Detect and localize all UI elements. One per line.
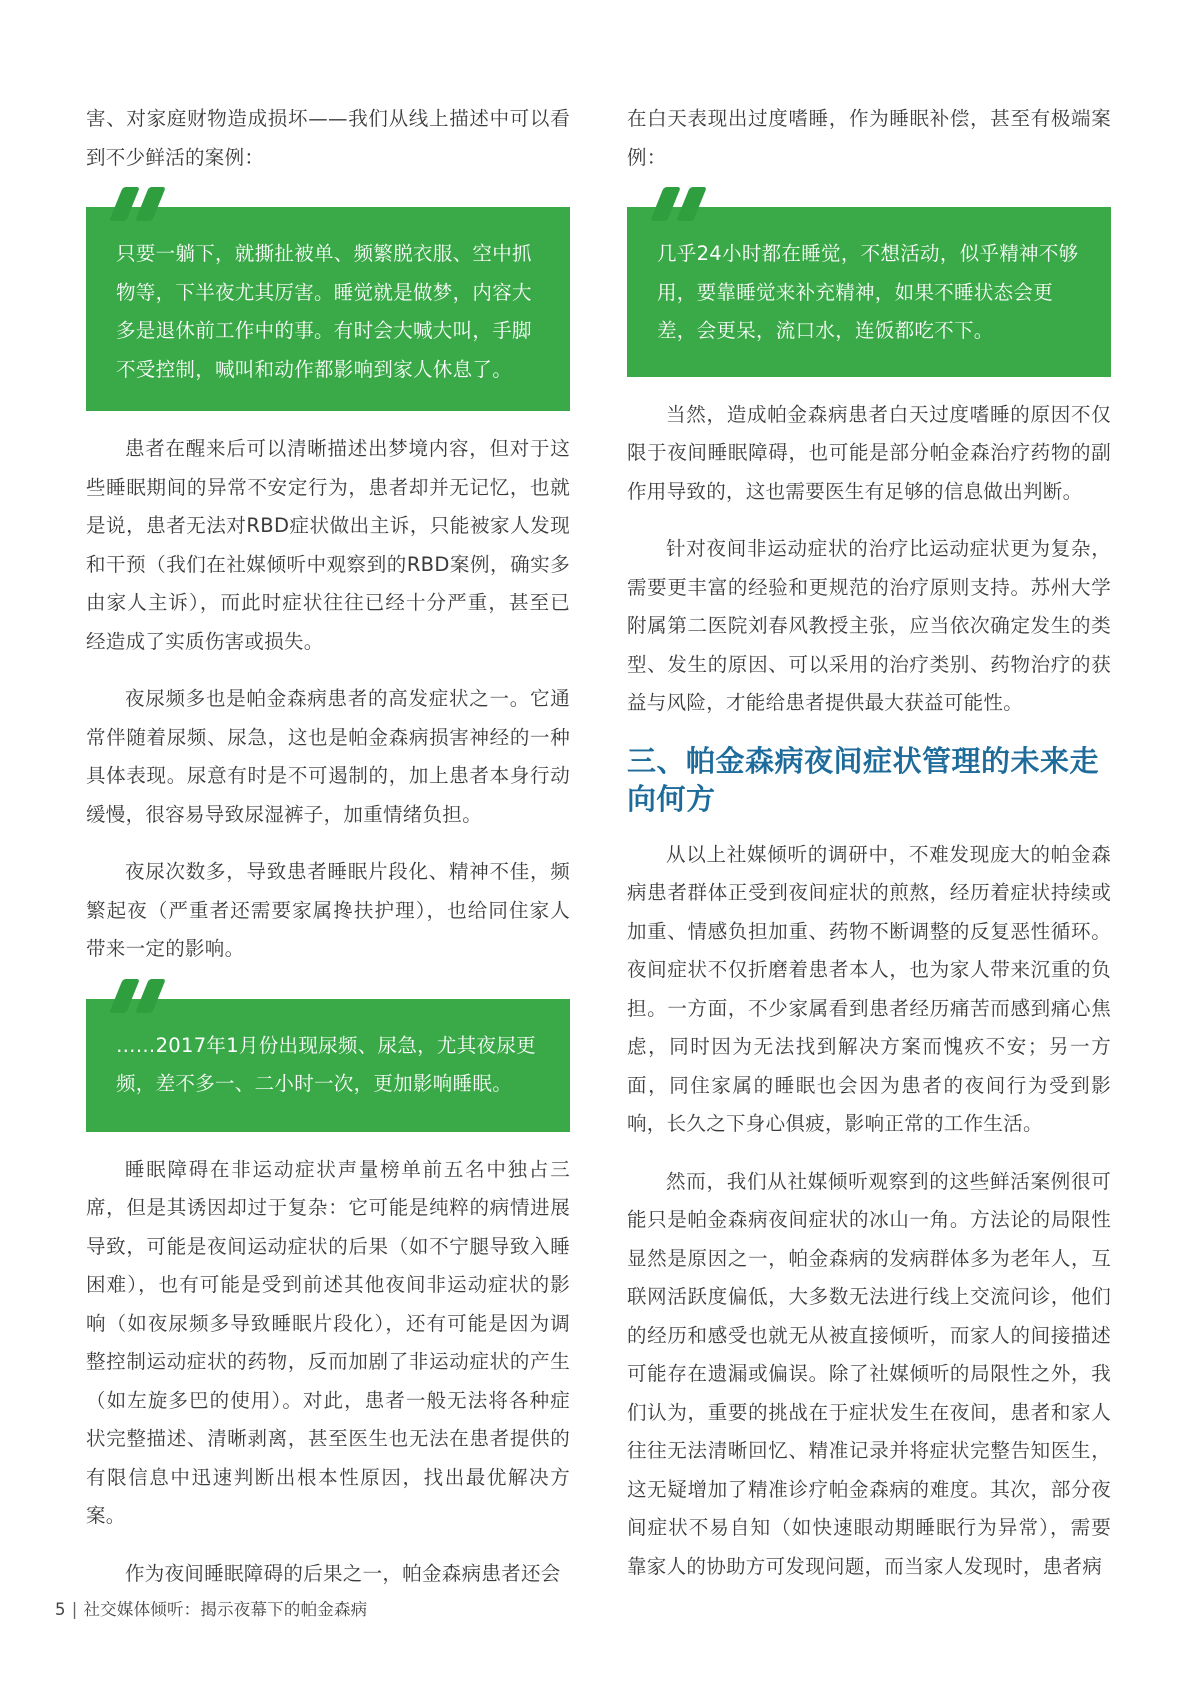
- page-number: 5: [55, 1600, 66, 1619]
- paragraph: 在白天表现出过度嗜睡，作为睡眠补偿，甚至有极端案例：: [627, 107, 1111, 169]
- footer-title: 社交媒体倾听：揭示夜幕下的帕金森病: [83, 1600, 368, 1619]
- paragraph: 夜尿频多也是帕金森病患者的高发症状之一。它通常伴随着尿频、尿急，这也是帕金森病损害神经的一种具体表现。尿意有时是不可遏制的，加上患者本身行动缓慢，很容易导致尿湿裤子，加重情绪负担。: [86, 687, 570, 826]
- quote-block: [627, 207, 1111, 377]
- quote-text: 几乎24小时都在睡觉，不想活动，似乎精神不够用，要靠睡觉来补充精神，如果不睡状态会更差，会更呆，流口水，连饭都吃不下。: [627, 207, 1111, 377]
- quote-block: [86, 999, 570, 1132]
- quote-mark-icon: [114, 979, 174, 1013]
- section-heading: 三、帕金森病夜间症状管理的未来走向何方: [627, 743, 1100, 816]
- paragraph: 当然，造成帕金森病患者白天过度嗜睡的原因不仅限于夜间睡眠障碍，也可能是部分帕金森治疗药物的副作用导致的，这也需要医生有足够的信息做出判断。: [627, 402, 1111, 503]
- paragraph: 害、对家庭财物造成损坏——我们从线上描述中可以看到不少鲜活的案例：: [86, 107, 570, 169]
- quote-mark-icon: [114, 187, 174, 221]
- paragraph: 然而，我们从社媒倾听观察到的这些鲜活案例很可能只是帕金森病夜间症状的冰山一角。方法论的局限性显然是原因之一，帕金森病的发病群体多为老年人，互联网活跃度偏低，大多数无法进行线上交流问诊，他们的经历和感受也就无从被直接倾听，而家人的间接描述可能存在遗漏或偏误。除了社媒倾听的局限性之外，我们认为，重要的挑战在于症状发生在夜间，患者和家人往往无法清晰回忆、精准记录并将症状完整告知医生，这无疑增加了精准诊疗帕金森病的难度。其次，部分夜间症状不易自知（如快速眼动期睡眠行为异常），需要靠家人的协助方可发现问题，而当家人发现时，患者病: [627, 1169, 1111, 1578]
- paragraph: 针对夜间非运动症状的治疗比运动症状更为复杂，需要更丰富的经验和更规范的治疗原则支持。苏州大学附属第二医院刘春风教授主张，应当依次确定发生的类型、发生的原因、可以采用的治疗类别、药物治疗的获益与风险，才能给患者提供最大获益可能性。: [627, 537, 1111, 714]
- paragraph: 睡眠障碍在非运动症状声量榜单前五名中独占三席，但是其诱因却过于复杂：它可能是纯粹的病情进展导致，可能是夜间运动症状的后果（如不宁腿导致入睡困难），也有可能是受到前述其他夜间非运动症状的影响（如夜尿频多导致睡眠片段化），还有可能是因为调整控制运动症状的药物，反而加剧了非运动症状的产生（如左旋多巴的使用）。对此，患者一般无法将各种症状完整描述、清晰剥离，甚至医生也无法在患者提供的有限信息中迅速判断出根本性原因，找出最优解决方案。: [86, 1157, 570, 1527]
- quote-block: [86, 207, 570, 411]
- paragraph: 作为夜间睡眠障碍的后果之一，帕金森病患者还会: [125, 1561, 561, 1585]
- right-column: [627, 100, 1111, 1605]
- left-column: [86, 100, 570, 1612]
- quote-mark-icon: [655, 187, 715, 221]
- paragraph: 从以上社媒倾听的调研中，不难发现庞大的帕金森病患者群体正受到夜间症状的煎熬，经历着症状持续或加重、情感负担加重、药物不断调整的反复恶性循环。夜间症状不仅折磨着患者本人，也为家人带来沉重的负担。一方面，不少家属看到患者经历痛苦而感到痛心焦虑，同时因为无法找到解决方案而愧疚不安；另一方面，同住家属的睡眠也会因为患者的夜间行为受到影响，长久之下身心俱疲，影响正常的工作生活。: [627, 842, 1111, 1135]
- page-footer: [55, 1596, 367, 1620]
- quote-text: ……2017年1月份出现尿频、尿急，尤其夜尿更频，差不多一、二小时一次，更加影响睡眠。: [86, 999, 570, 1132]
- footer-separator: |: [71, 1600, 78, 1619]
- paragraph: 患者在醒来后可以清晰描述出梦境内容，但对于这些睡眠期间的异常不安定行为，患者却并无记忆，也就是说，患者无法对RBD症状做出主诉，只能被家人发现和干预（我们在社媒倾听中观察到的RBD案例，确实多由家人主诉），而此时症状往往已经十分严重，甚至已经造成了实质伤害或损失。: [86, 437, 570, 653]
- paragraph: 夜尿次数多，导致患者睡眠片段化、精神不佳，频繁起夜（严重者还需要家属搀扶护理），也给同住家人带来一定的影响。: [86, 860, 570, 960]
- quote-text: 只要一躺下，就撕扯被单、频繁脱衣服、空中抓物等，下半夜尤其厉害。睡觉就是做梦，内容大多是退休前工作中的事。有时会大喊大叫，手脚不受控制，喊叫和动作都影响到家人休息了。: [86, 207, 570, 411]
